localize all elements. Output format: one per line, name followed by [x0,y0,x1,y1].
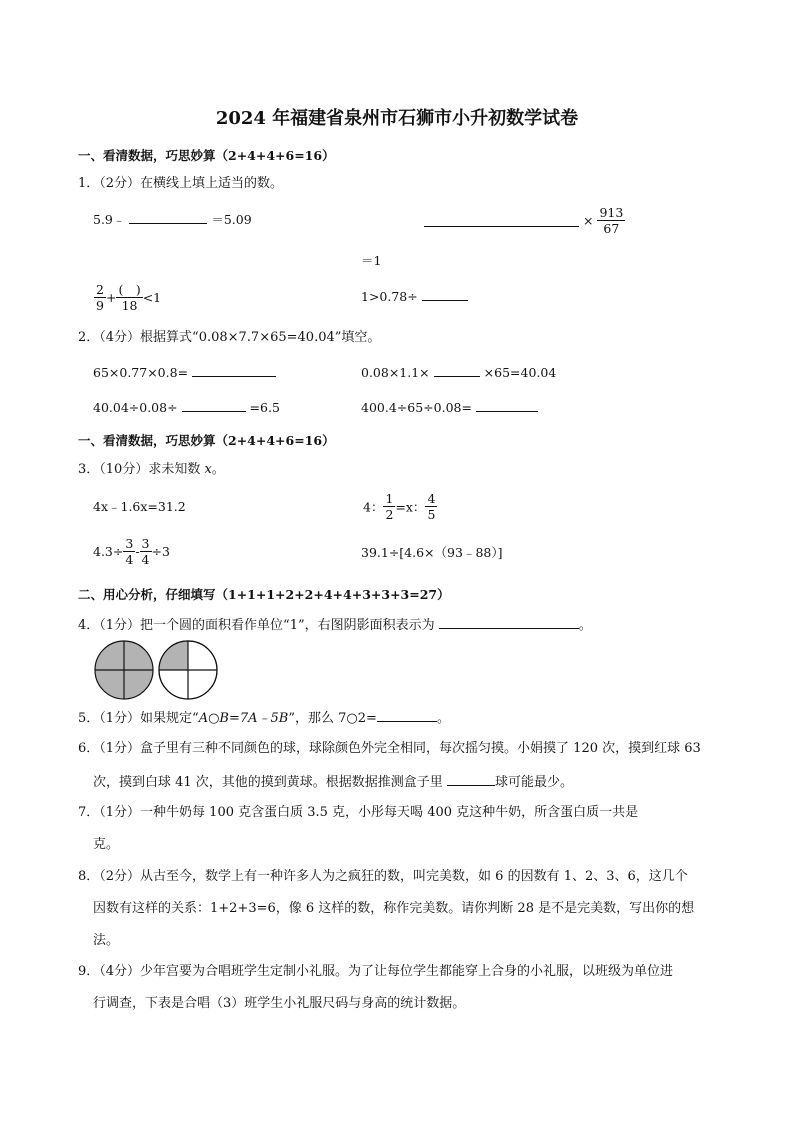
q1-b-equals: ＝1 [361,253,382,268]
question-9-line-2: 行调查，下表是合唱（3）班学生小礼服尺码与身高的统计数据。 [93,996,466,1011]
q2-d-blank[interactable] [476,399,538,412]
page-title: 2024 年福建省泉州市石狮市小升初数学试卷 [215,108,579,129]
q4-end: 。 [578,618,592,633]
q3-b-pre: 4： [363,499,384,515]
q5-mid: ”，那么 7○2= [288,711,377,726]
q3-c-pre: 4.3÷ [93,544,124,559]
q1-d-blank[interactable] [422,288,468,301]
q2-part-b [361,364,556,380]
q1-part-a [93,210,252,228]
circle-fully-shaded [95,641,153,699]
q1-c-fraction-1 [94,282,106,313]
q5-rule: A○B=7A﹣5B [198,711,289,726]
q1-c-lt: <1 [142,290,162,305]
section-heading-1: 一、看清数据，巧思妙算（2+4+4+6=16） [78,148,335,163]
q3-stem-post: 。 [211,462,225,477]
question-2-stem: 2．（4分）根据算式“0.08×7.7×65=40.04”填空。 [78,330,381,345]
q3-part-b [363,491,437,522]
q3-part-a: 4x﹣1.6x=31.2 [93,499,186,514]
question-4-stem [78,616,592,634]
q2-b-left: 0.08×1.1× [361,365,430,380]
q6-blank[interactable] [447,773,495,786]
q1-b-den: 67 [603,221,620,236]
q3-part-d: 39.1÷[4.6×（93﹣88）] [361,545,503,560]
q3-c-den2: 4 [141,552,150,567]
q3-b-den1: 2 [385,507,394,522]
q3-b-mid: =x： [395,499,426,515]
question-8-line-1: 8．（2分）从古至今，数学上有一种许多人为之疯狂的数，叫完美数，如 6 的因数有 1、2、3、6，这几个 [78,869,688,884]
q3-c-den1: 4 [125,552,134,567]
q3-b-num2: 4 [427,491,436,506]
q3-b-den2: 5 [427,507,436,522]
q2-a-blank[interactable] [192,364,276,377]
q2-b-blank[interactable] [434,364,480,377]
q3-b-fraction-2 [425,491,437,522]
q2-part-a [93,364,276,380]
question-8-line-2: 因数有这样的关系：1+2+3=6，像 6 这样的数，称作完美数。请你判断 28 是不是完美数，写出你的想 [93,901,695,916]
q3-c-fraction-1 [123,536,135,567]
q3-stem-pre: 3．（10分）求未知数 [78,462,205,477]
section-heading-2: 二、用心分析，仔细填写（1+1+1+2+2+4+4+3+3+3=27） [78,587,450,602]
q1-d-text: 1>0.78÷ [361,289,418,304]
q1-c-fraction-2 [116,282,142,313]
question-3-stem [78,462,225,478]
q3-stem-var: x [204,462,212,477]
q2-b-right: ×65=40.04 [483,365,557,380]
q4-stem-text: 4．（1分）把一个圆的面积看作单位“1”，右图阴影面积表示为 [78,618,439,633]
q1-a-right: ＝5.09 [211,212,252,227]
q6-line2-post: 球可能最少。 [494,775,573,790]
question-8-line-3: 法。 [93,933,120,948]
q5-pre: 5．（1分）如果规定“ [78,711,199,726]
q5-blank[interactable] [377,709,437,722]
question-7-line-1: 7．（1分）一种牛奶每 100 克含蛋白质 3.5 克，小彤每天喝 400 克这种牛奶，所含蛋白质一共是 [78,805,639,820]
q3-part-c [93,536,170,567]
q2-c-right: =6.5 [249,400,280,415]
question-7-line-2: 克。 [93,837,120,852]
question-5-stem [78,709,450,727]
q3-c-num2: 3 [141,536,150,551]
section-heading-1b: 一、看清数据，巧思妙算（2+4+4+6=16） [78,433,335,448]
q1-a-blank[interactable] [129,211,207,224]
q1-part-b [424,205,625,236]
q2-c-left: 40.04÷0.08÷ [93,400,178,415]
q1-b-num: 913 [599,205,624,220]
q1-b-fraction [597,205,625,236]
q1-part-c [94,282,161,313]
q5-end: 。 [436,711,450,726]
q3-c-fraction-2 [140,536,152,567]
q1-c-den1: 9 [96,298,104,313]
q4-blank[interactable] [439,616,579,629]
q3-b-num1: 1 [385,491,394,506]
question-6-line-2 [93,773,573,791]
q3-c-minus: - [135,544,140,559]
q1-a-left: 5.9﹣ [93,212,126,227]
q4-circles-figure [92,638,220,702]
q1-c-den2: 18 [121,298,138,313]
q6-line2-pre: 次，摸到白球 41 次，其他的摸到黄球。根据数据推测盒子里 [93,775,447,790]
q1-b-times: × [582,213,594,228]
q1-c-num1: 2 [96,282,104,297]
q2-part-d [361,399,538,415]
q1-c-num2[interactable]: ( ) [118,282,141,297]
q1-c-plus: + [105,290,117,305]
q3-c-num1: 3 [125,536,134,551]
q1-b-blank[interactable] [424,214,579,227]
question-6-line-1: 6．（1分）盒子里有三种不同颜色的球，球除颜色外完全相同，每次摇匀摸。小娟摸了 120 次，摸到红球 63 [78,741,701,756]
question-9-line-1: 9．（4分）少年宫要为合唱班学生定制小礼服。为了让每位学生都能穿上合身的小礼服，以班级为单位进 [78,964,674,979]
q2-a-text: 65×0.77×0.8= [93,365,189,380]
q3-b-fraction-1 [383,491,395,522]
q1-part-d [361,288,468,304]
q3-c-post: ÷3 [151,544,170,559]
q2-d-text: 400.4÷65÷0.08= [361,400,472,415]
q2-c-blank[interactable] [182,399,246,412]
circle-quarter-shaded [159,641,217,699]
question-1-stem: 1．（2分）在横线上填上适当的数。 [78,176,284,191]
q2-part-c [93,399,280,415]
